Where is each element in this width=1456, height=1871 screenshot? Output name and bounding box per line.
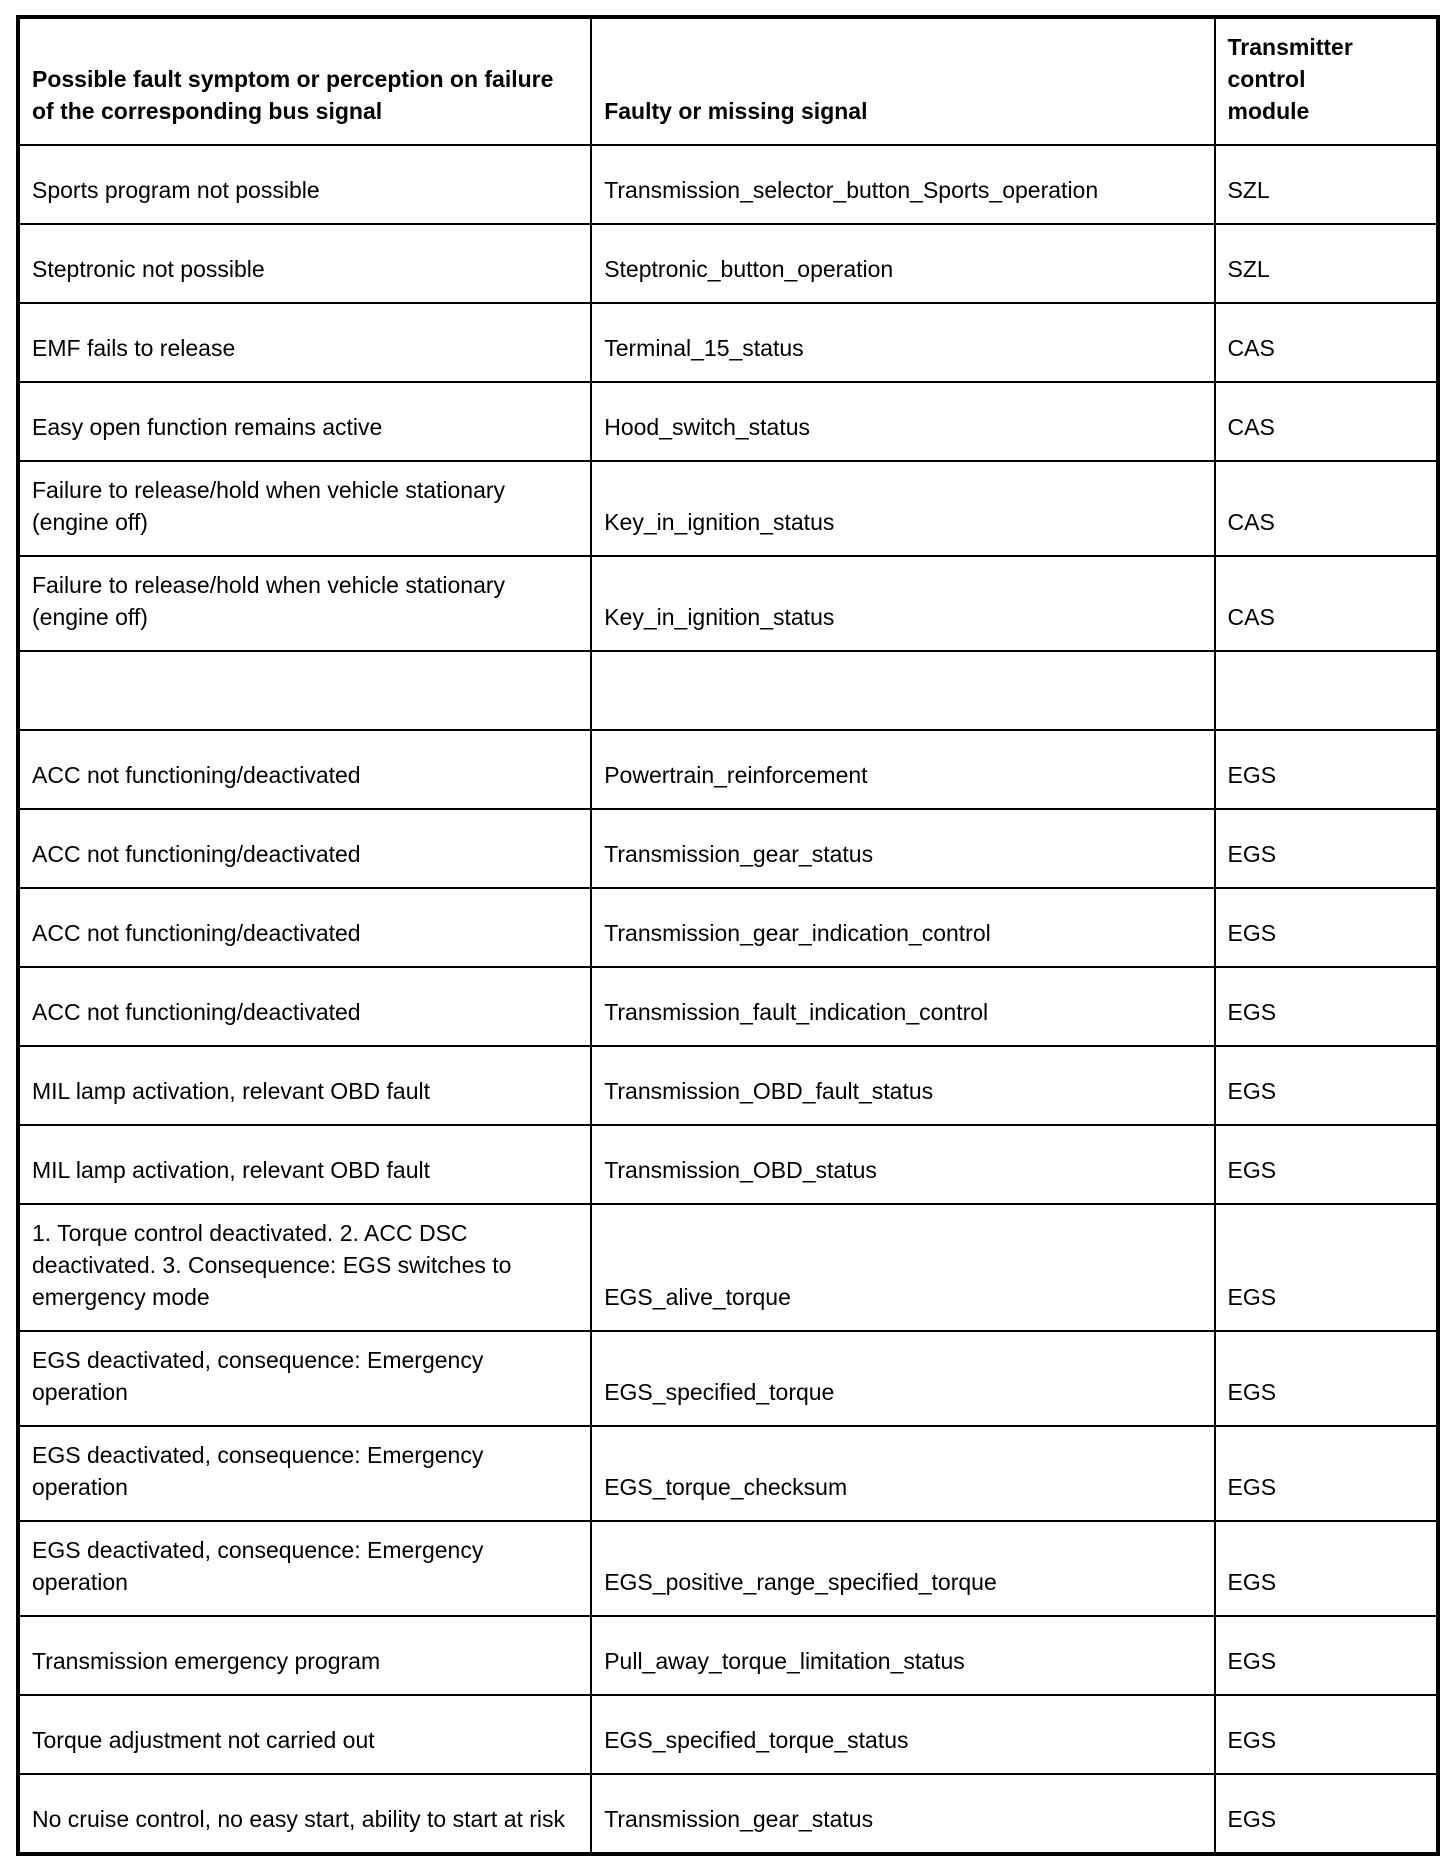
cell-signal — [591, 651, 1214, 730]
cell-symptom: ACC not functioning/deactivated — [18, 888, 591, 967]
cell-module: EGS — [1215, 1774, 1438, 1854]
cell-module: SZL — [1215, 145, 1438, 224]
cell-signal: Transmission_selector_button_Sports_operation — [591, 145, 1214, 224]
table-row — [18, 382, 1438, 461]
cell-module: EGS — [1215, 1204, 1438, 1331]
table-header — [18, 17, 1438, 145]
cell-module: CAS — [1215, 556, 1438, 651]
cell-module: EGS — [1215, 1616, 1438, 1695]
cell-signal: Key_in_ignition_status — [591, 461, 1214, 556]
table-row — [18, 1426, 1438, 1521]
cell-signal: EGS_alive_torque — [591, 1204, 1214, 1331]
table-row — [18, 1521, 1438, 1616]
cell-module: SZL — [1215, 224, 1438, 303]
cell-module: EGS — [1215, 730, 1438, 809]
cell-symptom — [18, 651, 591, 730]
table-row — [18, 888, 1438, 967]
cell-symptom: Easy open function remains active — [18, 382, 591, 461]
cell-signal: Pull_away_torque_limitation_status — [591, 1616, 1214, 1695]
table-row — [18, 1125, 1438, 1204]
table-row — [18, 145, 1438, 224]
cell-symptom: 1. Torque control deactivated. 2. ACC DSC deactivated. 3. Consequence: EGS switches to emergency mode — [18, 1204, 591, 1331]
cell-module: EGS — [1215, 1046, 1438, 1125]
fault-signal-table — [16, 15, 1440, 1856]
table-row — [18, 556, 1438, 651]
cell-module: EGS — [1215, 888, 1438, 967]
cell-module: EGS — [1215, 1521, 1438, 1616]
cell-module: EGS — [1215, 967, 1438, 1046]
table-row — [18, 730, 1438, 809]
cell-signal: Terminal_15_status — [591, 303, 1214, 382]
cell-signal: Transmission_fault_indication_control — [591, 967, 1214, 1046]
table-row — [18, 1046, 1438, 1125]
table-row — [18, 809, 1438, 888]
table-row — [18, 967, 1438, 1046]
cell-signal: Transmission_gear_status — [591, 1774, 1214, 1854]
cell-symptom: Transmission emergency program — [18, 1616, 591, 1695]
table-row — [18, 1204, 1438, 1331]
table-row — [18, 461, 1438, 556]
cell-symptom: ACC not functioning/deactivated — [18, 967, 591, 1046]
cell-module: EGS — [1215, 1125, 1438, 1204]
cell-signal: EGS_positive_range_specified_torque — [591, 1521, 1214, 1616]
cell-signal: Transmission_OBD_fault_status — [591, 1046, 1214, 1125]
cell-symptom: EMF fails to release — [18, 303, 591, 382]
header-row — [18, 17, 1438, 145]
cell-module: CAS — [1215, 382, 1438, 461]
cell-signal: Transmission_OBD_status — [591, 1125, 1214, 1204]
cell-symptom: EGS deactivated, consequence: Emergency operation — [18, 1331, 591, 1426]
cell-module: EGS — [1215, 809, 1438, 888]
cell-symptom: EGS deactivated, consequence: Emergency operation — [18, 1521, 591, 1616]
table-row — [18, 1616, 1438, 1695]
cell-module: CAS — [1215, 303, 1438, 382]
col-header-signal: Faulty or missing signal — [591, 17, 1214, 145]
table-row — [18, 1331, 1438, 1426]
table-row — [18, 1695, 1438, 1774]
cell-signal: Transmission_gear_status — [591, 809, 1214, 888]
cell-signal: Transmission_gear_indication_control — [591, 888, 1214, 967]
cell-module: EGS — [1215, 1331, 1438, 1426]
cell-symptom: Failure to release/hold when vehicle stationary (engine off) — [18, 461, 591, 556]
cell-symptom: MIL lamp activation, relevant OBD fault — [18, 1046, 591, 1125]
fault-table-body — [18, 145, 1438, 1854]
table-row — [18, 224, 1438, 303]
col-header-module: Transmitter control module — [1215, 17, 1438, 145]
cell-module: CAS — [1215, 461, 1438, 556]
cell-symptom: ACC not functioning/deactivated — [18, 730, 591, 809]
cell-signal: Powertrain_reinforcement — [591, 730, 1214, 809]
table-row — [18, 1774, 1438, 1854]
cell-symptom: ACC not functioning/deactivated — [18, 809, 591, 888]
cell-signal: Steptronic_button_operation — [591, 224, 1214, 303]
cell-symptom: Steptronic not possible — [18, 224, 591, 303]
cell-module: EGS — [1215, 1695, 1438, 1774]
cell-symptom: Torque adjustment not carried out — [18, 1695, 591, 1774]
table-row — [18, 303, 1438, 382]
cell-signal: Hood_switch_status — [591, 382, 1214, 461]
cell-symptom: EGS deactivated, consequence: Emergency operation — [18, 1426, 591, 1521]
cell-module: EGS — [1215, 1426, 1438, 1521]
cell-signal: EGS_specified_torque_status — [591, 1695, 1214, 1774]
col-header-symptom: Possible fault symptom or perception on failure of the corresponding bus signal — [18, 17, 591, 145]
cell-symptom: No cruise control, no easy start, ability to start at risk — [18, 1774, 591, 1854]
table-row — [18, 651, 1438, 730]
cell-signal: EGS_torque_checksum — [591, 1426, 1214, 1521]
cell-module — [1215, 651, 1438, 730]
cell-signal: Key_in_ignition_status — [591, 556, 1214, 651]
cell-symptom: Sports program not possible — [18, 145, 591, 224]
cell-symptom: MIL lamp activation, relevant OBD fault — [18, 1125, 591, 1204]
cell-signal: EGS_specified_torque — [591, 1331, 1214, 1426]
cell-symptom: Failure to release/hold when vehicle stationary (engine off) — [18, 556, 591, 651]
